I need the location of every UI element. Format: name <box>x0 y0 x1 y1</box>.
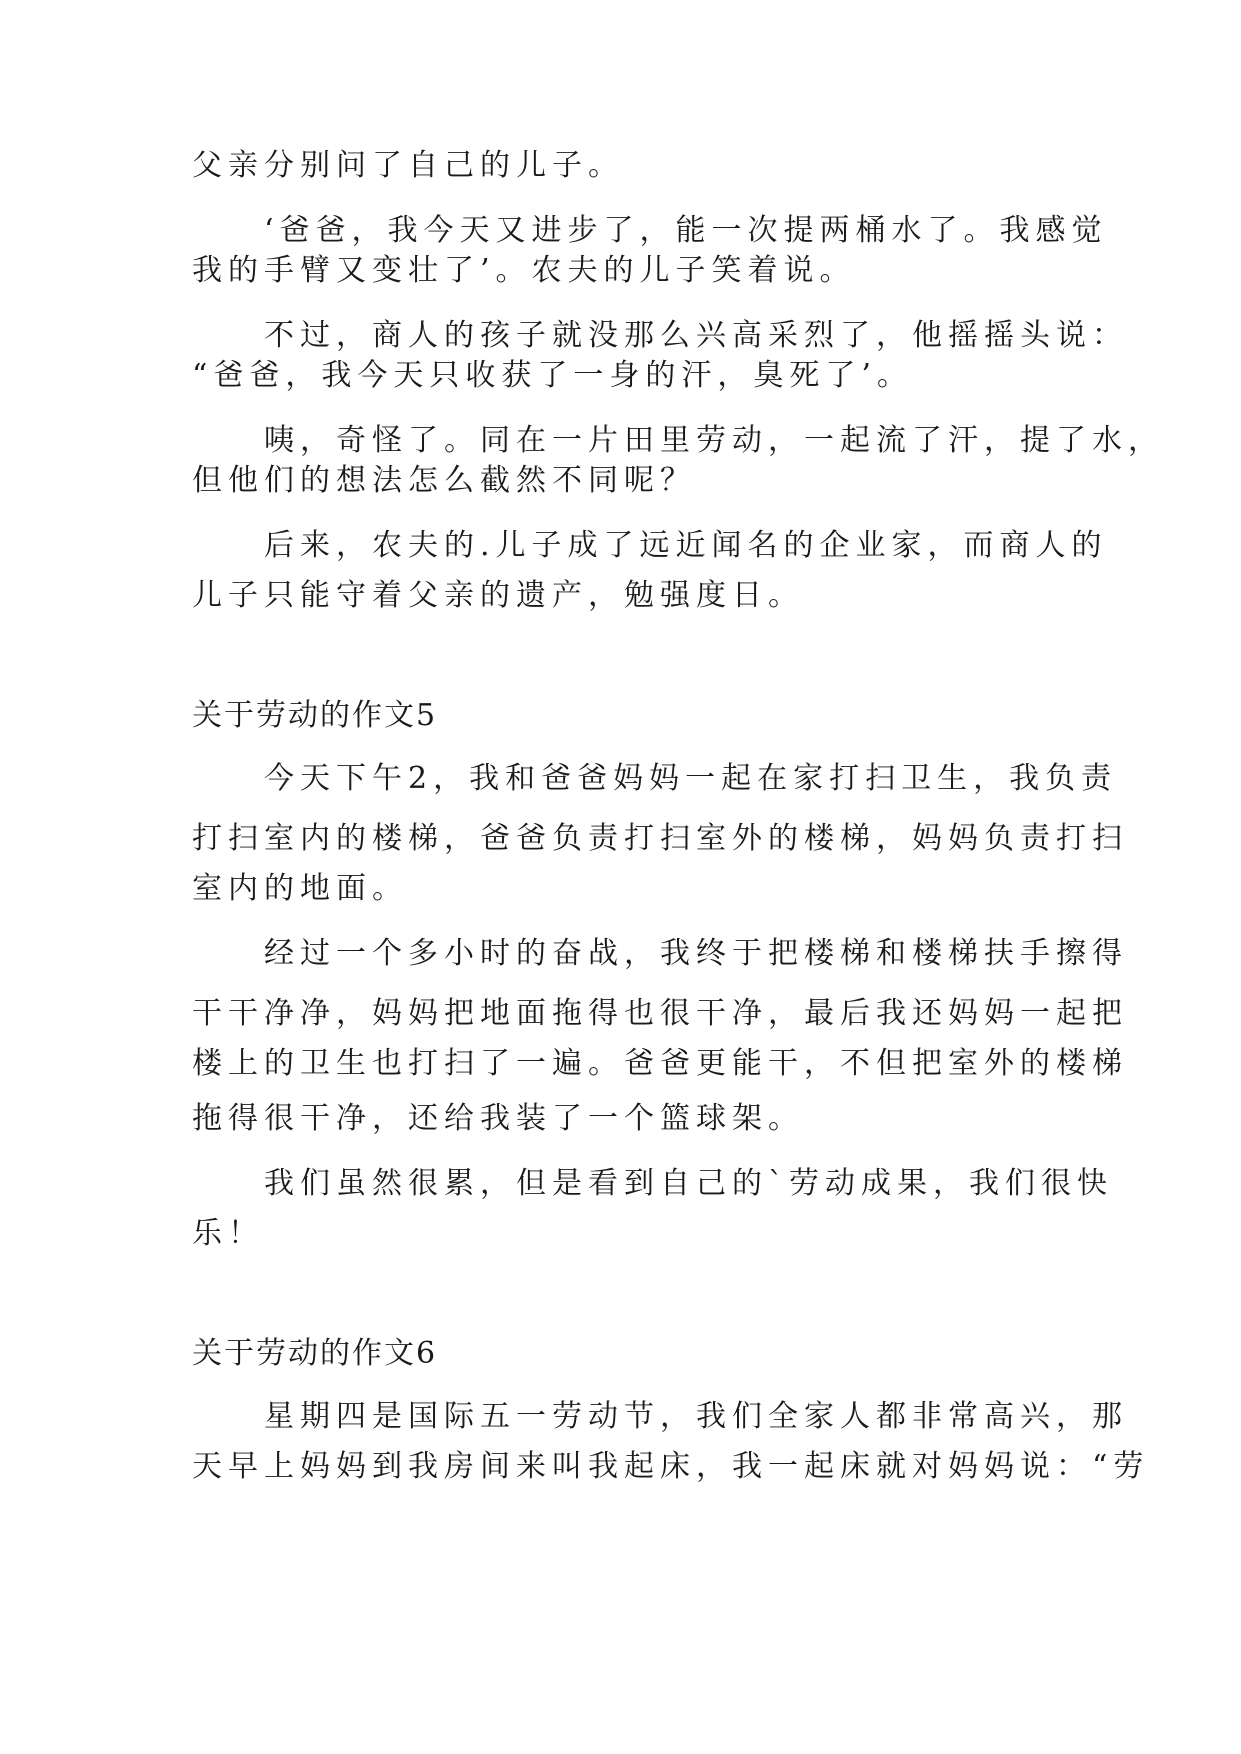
text-line: 儿子只能守着父亲的遗产，勉强度日。 <box>192 578 804 613</box>
text-line: 干干净净，妈妈把地面拖得也很干净，最后我还妈妈一起把 <box>192 996 1128 1031</box>
text-line: 后来，农夫的.儿子成了远近闻名的企业家，而商人的 <box>192 528 1108 563</box>
text-line: 我的手臂又变壮了’。农夫的儿子笑着说。 <box>192 253 856 288</box>
text-line: 经过一个多小时的奋战，我终于把楼梯和楼梯扶手擦得 <box>192 936 1128 971</box>
text-line: 拖得很干净，还给我装了一个篮球架。 <box>192 1101 804 1136</box>
text-line: 我们虽然很累，但是看到自己的`劳动成果，我们很快 <box>192 1166 1113 1201</box>
text-line: 父亲分别问了自己的儿子。 <box>192 148 624 183</box>
text-line: ‘爸爸，我今天又进步了，能一次提两桶水了。我感觉 <box>192 213 1108 248</box>
text-line: 打扫室内的楼梯，爸爸负责打扫室外的楼梯，妈妈负责打扫 <box>192 821 1128 856</box>
text-line: 乐！ <box>192 1216 264 1251</box>
section-heading: 关于劳动的作文5 <box>192 698 438 733</box>
text-line: 咦，奇怪了。同在一片田里劳动，一起流了汗，提了水， <box>192 423 1164 458</box>
text-line: 今天下午2，我和爸爸妈妈一起在家打扫卫生，我负责 <box>192 761 1118 796</box>
section-heading: 关于劳动的作文6 <box>192 1336 438 1371</box>
text-line: 星期四是国际五一劳动节，我们全家人都非常高兴，那 <box>192 1399 1128 1434</box>
text-line: 但他们的想法怎么截然不同呢？ <box>192 463 696 498</box>
text-line: 天早上妈妈到我房间来叫我起床，我一起床就对妈妈说：“劳 <box>192 1449 1150 1484</box>
text-line: 室内的地面。 <box>192 871 408 906</box>
text-line: “爸爸，我今天只收获了一身的汗，臭死了’。 <box>192 358 913 393</box>
text-line: 不过，商人的孩子就没那么兴高采烈了，他摇摇头说： <box>192 318 1128 353</box>
text-line: 楼上的卫生也打扫了一遍。爸爸更能干，不但把室外的楼梯 <box>192 1046 1128 1081</box>
